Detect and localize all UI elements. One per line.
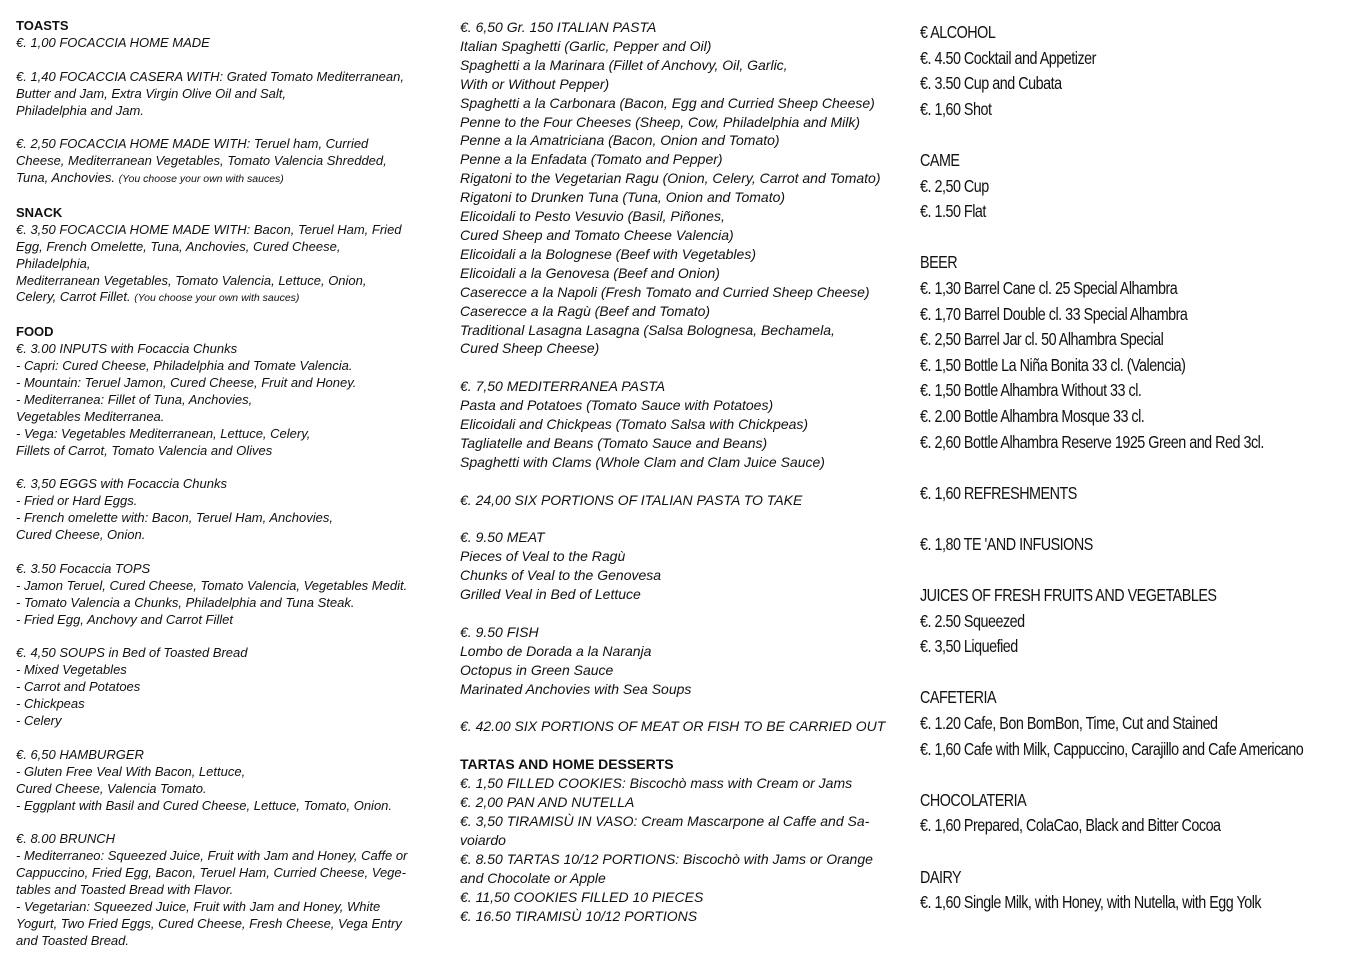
menu-line: €. 1,60 Single Milk, with Honey, with Nutella, with Egg Yolk bbox=[920, 892, 1262, 913]
menu-column-food bbox=[16, 18, 436, 950]
menu-line: Rigatoni to Drunken Tuna (Tuna, Onion and Tomato) bbox=[460, 189, 786, 206]
section-italian-pasta bbox=[460, 18, 890, 358]
menu-line bbox=[16, 170, 436, 188]
menu-line: Philadelphia, bbox=[16, 255, 91, 271]
section-heading: SNACK bbox=[16, 204, 63, 220]
section-chocolateria bbox=[920, 788, 1346, 839]
menu-line: - Fried Egg, Anchovy and Carrot Fillet bbox=[16, 611, 233, 627]
menu-line: €. 3.50 Cup and Cubata bbox=[920, 73, 1062, 94]
menu-line: Elicoidali a la Genovesa (Beef and Onion) bbox=[460, 264, 720, 281]
menu-line: - Jamon Teruel, Cured Cheese, Tomato Valencia, Vegetables Medit. bbox=[16, 577, 408, 593]
menu-line: Philadelphia and Jam. bbox=[16, 102, 144, 118]
menu-line: €. 4.50 Cocktail and Appetizer bbox=[920, 47, 1096, 68]
menu-line: Penne a la Enfadata (Tomato and Pepper) bbox=[460, 151, 723, 168]
menu-line: Cured Sheep Cheese) bbox=[460, 340, 600, 357]
sauce-note: (You choose your own with sauces) bbox=[134, 292, 300, 305]
menu-line: €. 3,50 EGGS with Focaccia Chunks bbox=[16, 476, 227, 492]
menu-line: €. 7,50 MEDITERRANEA PASTA bbox=[460, 378, 666, 395]
menu-line: - Mediterranea: Fillet of Tuna, Anchovies, bbox=[16, 391, 253, 407]
menu-line: Spaghetti a la Marinara (Fillet of Anchovy, Oil, Garlic, bbox=[460, 56, 788, 73]
menu-line: - Mountain: Teruel Jamon, Cured Cheese, Fruit and Honey. bbox=[16, 374, 357, 390]
menu-line: Spaghetti a la Carbonara (Bacon, Egg and Curried Sheep Cheese) bbox=[460, 94, 875, 111]
menu-line: Pieces of Veal to the Ragù bbox=[460, 548, 626, 565]
section-dairy bbox=[920, 865, 1346, 916]
menu-line: €. 24,00 SIX PORTIONS OF ITALIAN PASTA TO TAKE bbox=[460, 491, 803, 508]
menu-line: Spaghetti with Clams (Whole Clam and Clam Juice Sauce) bbox=[460, 453, 825, 470]
section-toasts-3 bbox=[16, 136, 436, 188]
menu-line: €. 2,50 Cup bbox=[920, 175, 989, 196]
menu-line bbox=[16, 289, 436, 307]
menu-line: - Vegetarian: Squeezed Juice, Fruit with Jam and Honey, White bbox=[16, 898, 381, 914]
menu-line: €. 1,50 Bottle La Niña Bonita 33 cl. (Valencia) bbox=[920, 354, 1186, 375]
menu-line: JUICES OF FRESH FRUITS AND VEGETABLES bbox=[920, 585, 1217, 606]
menu-line: Lombo de Dorada a la Naranja bbox=[460, 642, 652, 659]
menu-line: Elicoidali to Pesto Vesuvio (Basil, Piñones, bbox=[460, 208, 725, 225]
menu-line: €. 1,50 FILLED COOKIES: Biscochò mass with Cream or Jams bbox=[460, 775, 853, 792]
menu-line: Traditional Lasagna Lasagna (Salsa Bolognesa, Bechamela, bbox=[460, 321, 835, 338]
menu-line: and Toasted Bread. bbox=[16, 932, 129, 948]
menu-line: CHOCOLATERIA bbox=[920, 789, 1027, 810]
section-hamburger bbox=[16, 747, 436, 815]
menu-column-pasta bbox=[460, 18, 890, 925]
menu-line: €. 9.50 FISH bbox=[460, 623, 539, 640]
menu-line: €. 3.50 Focaccia TOPS bbox=[16, 560, 151, 576]
section-eggs bbox=[16, 476, 436, 544]
menu-column-drinks bbox=[920, 20, 1346, 916]
menu-line-text: Tuna, Anchovies. bbox=[16, 170, 115, 186]
menu-line: Fillets of Carrot, Tomato Valencia and Olives bbox=[16, 442, 273, 458]
menu-line: €. 2,50 FOCACCIA HOME MADE WITH: Teruel ham, Curried bbox=[16, 136, 369, 152]
menu-line: Cappuccino, Fried Egg, Bacon, Teruel Ham, Curried Cheese, Vege- bbox=[16, 865, 406, 881]
menu-line: Mediterranean Vegetables, Tomato Valencia, Lettuce, Onion, bbox=[16, 272, 367, 288]
menu-line: Chunks of Veal to the Genovesa bbox=[460, 567, 662, 584]
menu-line: - Mediterraneo: Squeezed Juice, Fruit with Jam and Honey, Caffe or bbox=[16, 848, 408, 864]
menu-line: Italian Spaghetti (Garlic, Pepper and Oil) bbox=[460, 37, 712, 54]
menu-line: CAFETERIA bbox=[920, 687, 997, 708]
menu-line: €. 3,50 FOCACCIA HOME MADE WITH: Bacon, Teruel Ham, Fried bbox=[16, 221, 402, 237]
menu-line: €. 6,50 Gr. 150 ITALIAN PASTA bbox=[460, 19, 657, 35]
menu-line: €. 8.50 TARTAS 10/12 PORTIONS: Biscochò with Jams or Orange bbox=[460, 850, 873, 867]
section-cafeteria bbox=[920, 685, 1346, 762]
section-alcohol bbox=[920, 20, 1346, 122]
menu-line: €. 1,60 Shot bbox=[920, 98, 992, 119]
menu-line: Cured Cheese, Onion. bbox=[16, 527, 146, 543]
section-brunch bbox=[16, 831, 436, 949]
menu-line: - Carrot and Potatoes bbox=[16, 679, 141, 695]
menu-line: €. 11,50 COOKIES FILLED 10 PIECES bbox=[460, 888, 704, 905]
menu-line: - Fried or Hard Eggs. bbox=[16, 493, 138, 509]
menu-line: Cheese, Mediterranean Vegetables, Tomato Valencia Shredded, bbox=[16, 153, 387, 169]
menu-line: Elicoidali and Chickpeas (Tomato Salsa with Chickpeas) bbox=[460, 416, 809, 433]
sauce-note: (You choose your own with sauces) bbox=[118, 173, 284, 186]
menu-line: tables and Toasted Bread with Flavor. bbox=[16, 882, 234, 898]
menu-line: Butter and Jam, Extra Virgin Olive Oil and Salt, bbox=[16, 85, 286, 101]
section-six-pasta bbox=[460, 491, 890, 510]
section-toasts bbox=[16, 18, 436, 52]
menu-line: €. 2.00 Bottle Alhambra Mosque 33 cl. bbox=[920, 405, 1145, 426]
menu-line: Rigatoni to the Vegetarian Ragu (Onion, Celery, Carrot and Tomato) bbox=[460, 170, 881, 187]
menu-line: Egg, French Omelette, Tuna, Anchovies, Cured Cheese, bbox=[16, 238, 341, 254]
menu-line: CAME bbox=[920, 149, 960, 170]
section-refreshments bbox=[920, 481, 1346, 507]
menu-line: €. 3,50 TIRAMISÙ IN VASO: Cream Mascarpone al Caffe and Sa- bbox=[460, 812, 870, 829]
menu-line: Pasta and Potatoes (Tomato Sauce with Potatoes) bbox=[460, 397, 774, 414]
section-six-meat bbox=[460, 717, 890, 736]
menu-line: Marinated Anchovies with Sea Soups bbox=[460, 680, 692, 697]
section-food bbox=[16, 324, 436, 459]
menu-line: €. 1,40 FOCACCIA CASERA WITH: Grated Tomato Mediterranean, bbox=[16, 68, 404, 84]
menu-line-text: Celery, Carrot Fillet. bbox=[16, 289, 131, 305]
section-came bbox=[920, 148, 1346, 225]
menu-line: - Gluten Free Veal With Bacon, Lettuce, bbox=[16, 763, 246, 779]
menu-line: - Vega: Vegetables Mediterranean, Lettuce, Celery, bbox=[16, 425, 311, 441]
menu-line: DAIRY bbox=[920, 866, 962, 887]
menu-line: Grilled Veal in Bed of Lettuce bbox=[460, 586, 641, 603]
section-soups bbox=[16, 645, 436, 730]
section-heading: FOOD bbox=[16, 324, 54, 340]
menu-line: €. 2,60 Bottle Alhambra Reserve 1925 Green and Red 3cl. bbox=[920, 431, 1264, 452]
menu-line: - French omelette with: Bacon, Teruel Ham, Anchovies, bbox=[16, 510, 333, 526]
menu-line: €. 1,80 TE 'AND INFUSIONS bbox=[920, 533, 1093, 554]
menu-line: €. 42.00 SIX PORTIONS OF MEAT OR FISH TO BE CARRIED OUT bbox=[460, 718, 886, 735]
menu-line: €. 3,50 Liquefied bbox=[920, 636, 1018, 657]
menu-line: Caserecce a la Ragù (Beef and Tomato) bbox=[460, 302, 711, 319]
menu-line: Elicoidali a la Bolognese (Beef with Vegetables) bbox=[460, 245, 756, 262]
menu-line: Cured Sheep and Tomato Cheese Valencia) bbox=[460, 226, 734, 243]
menu-line: €. 4,50 SOUPS in Bed of Toasted Bread bbox=[16, 645, 248, 661]
menu-line: With or Without Pepper) bbox=[460, 75, 610, 92]
menu-line: - Celery bbox=[16, 713, 62, 729]
menu-line: BEER bbox=[920, 252, 958, 273]
section-mediterranea-pasta bbox=[460, 377, 890, 472]
menu-line: €. 1,70 Barrel Double cl. 33 Special Alhambra bbox=[920, 303, 1188, 324]
menu-line: €. 1,60 Prepared, ColaCao, Black and Bitter Cocoa bbox=[920, 815, 1221, 836]
menu-line: €. 1,00 FOCACCIA HOME MADE bbox=[16, 34, 210, 50]
menu-line: Penne to the Four Cheeses (Sheep, Cow, Philadelphia and Milk) bbox=[460, 113, 861, 130]
menu-line: €. 8.00 BRUNCH bbox=[16, 831, 115, 847]
section-te bbox=[920, 532, 1346, 558]
menu-line: €. 1,30 Barrel Cane cl. 25 Special Alhambra bbox=[920, 277, 1178, 298]
menu-line: voiardo bbox=[460, 831, 506, 848]
menu-line: €. 1,60 Cafe with Milk, Cappuccino, Carajillo and Cafe Americano bbox=[920, 738, 1304, 759]
menu-line: €. 6,50 HAMBURGER bbox=[16, 746, 144, 762]
section-beer bbox=[920, 250, 1346, 455]
menu-line: €. 2,50 Barrel Jar cl. 50 Alhambra Special bbox=[920, 329, 1164, 350]
menu-line: - Eggplant with Basil and Cured Cheese, Lettuce, Tomato, Onion. bbox=[16, 797, 393, 813]
menu-line: - Mixed Vegetables bbox=[16, 662, 127, 678]
menu-line: - Tomato Valencia a Chunks, Philadelphia and Tuna Steak. bbox=[16, 594, 355, 610]
menu-line: €. 2.50 Squeezed bbox=[920, 610, 1025, 631]
section-juices bbox=[920, 583, 1346, 660]
menu-line: - Chickpeas bbox=[16, 696, 85, 712]
menu-line: and Chocolate or Apple bbox=[460, 869, 606, 886]
menu-line: Penne a la Amatriciana (Bacon, Onion and Tomato) bbox=[460, 132, 780, 149]
menu-line: Yogurt, Two Fried Eggs, Cured Cheese, Fresh Cheese, Vega Entry bbox=[16, 915, 402, 931]
menu-line: € ALCOHOL bbox=[920, 22, 996, 42]
section-toasts-2 bbox=[16, 69, 436, 120]
menu-line: €. 2,00 PAN AND NUTELLA bbox=[460, 794, 635, 811]
section-desserts bbox=[460, 755, 890, 925]
menu-line: Caserecce a la Napoli (Fresh Tomato and Curried Sheep Cheese) bbox=[460, 283, 870, 300]
menu-line: €. 16.50 TIRAMISÙ 10/12 PORTIONS bbox=[460, 907, 698, 924]
menu-line: €. 1.20 Cafe, Bon BomBon, Time, Cut and Stained bbox=[920, 713, 1218, 734]
section-snack bbox=[16, 205, 436, 307]
section-tops bbox=[16, 561, 436, 629]
menu-line: €. 1.50 Flat bbox=[920, 201, 986, 222]
menu-line: Cured Cheese, Valencia Tomato. bbox=[16, 780, 207, 796]
section-heading: TARTAS AND HOME DESSERTS bbox=[460, 756, 674, 773]
menu-line: €. 3.00 INPUTS with Focaccia Chunks bbox=[16, 341, 238, 357]
menu-line: Vegetables Mediterranea. bbox=[16, 408, 165, 424]
section-heading: TOASTS bbox=[16, 18, 69, 33]
section-fish bbox=[460, 623, 890, 699]
menu-line: Tagliatelle and Beans (Tomato Sauce and Beans) bbox=[460, 434, 768, 451]
menu-line: €. 1,50 Bottle Alhambra Without 33 cl. bbox=[920, 380, 1142, 401]
menu-line: €. 1,60 REFRESHMENTS bbox=[920, 482, 1077, 503]
menu-line: €. 9.50 MEAT bbox=[460, 529, 545, 546]
menu-line: - Capri: Cured Cheese, Philadelphia and Tomate Valencia. bbox=[16, 358, 353, 374]
section-meat bbox=[460, 528, 890, 604]
menu-line: Octopus in Green Sauce bbox=[460, 661, 614, 678]
